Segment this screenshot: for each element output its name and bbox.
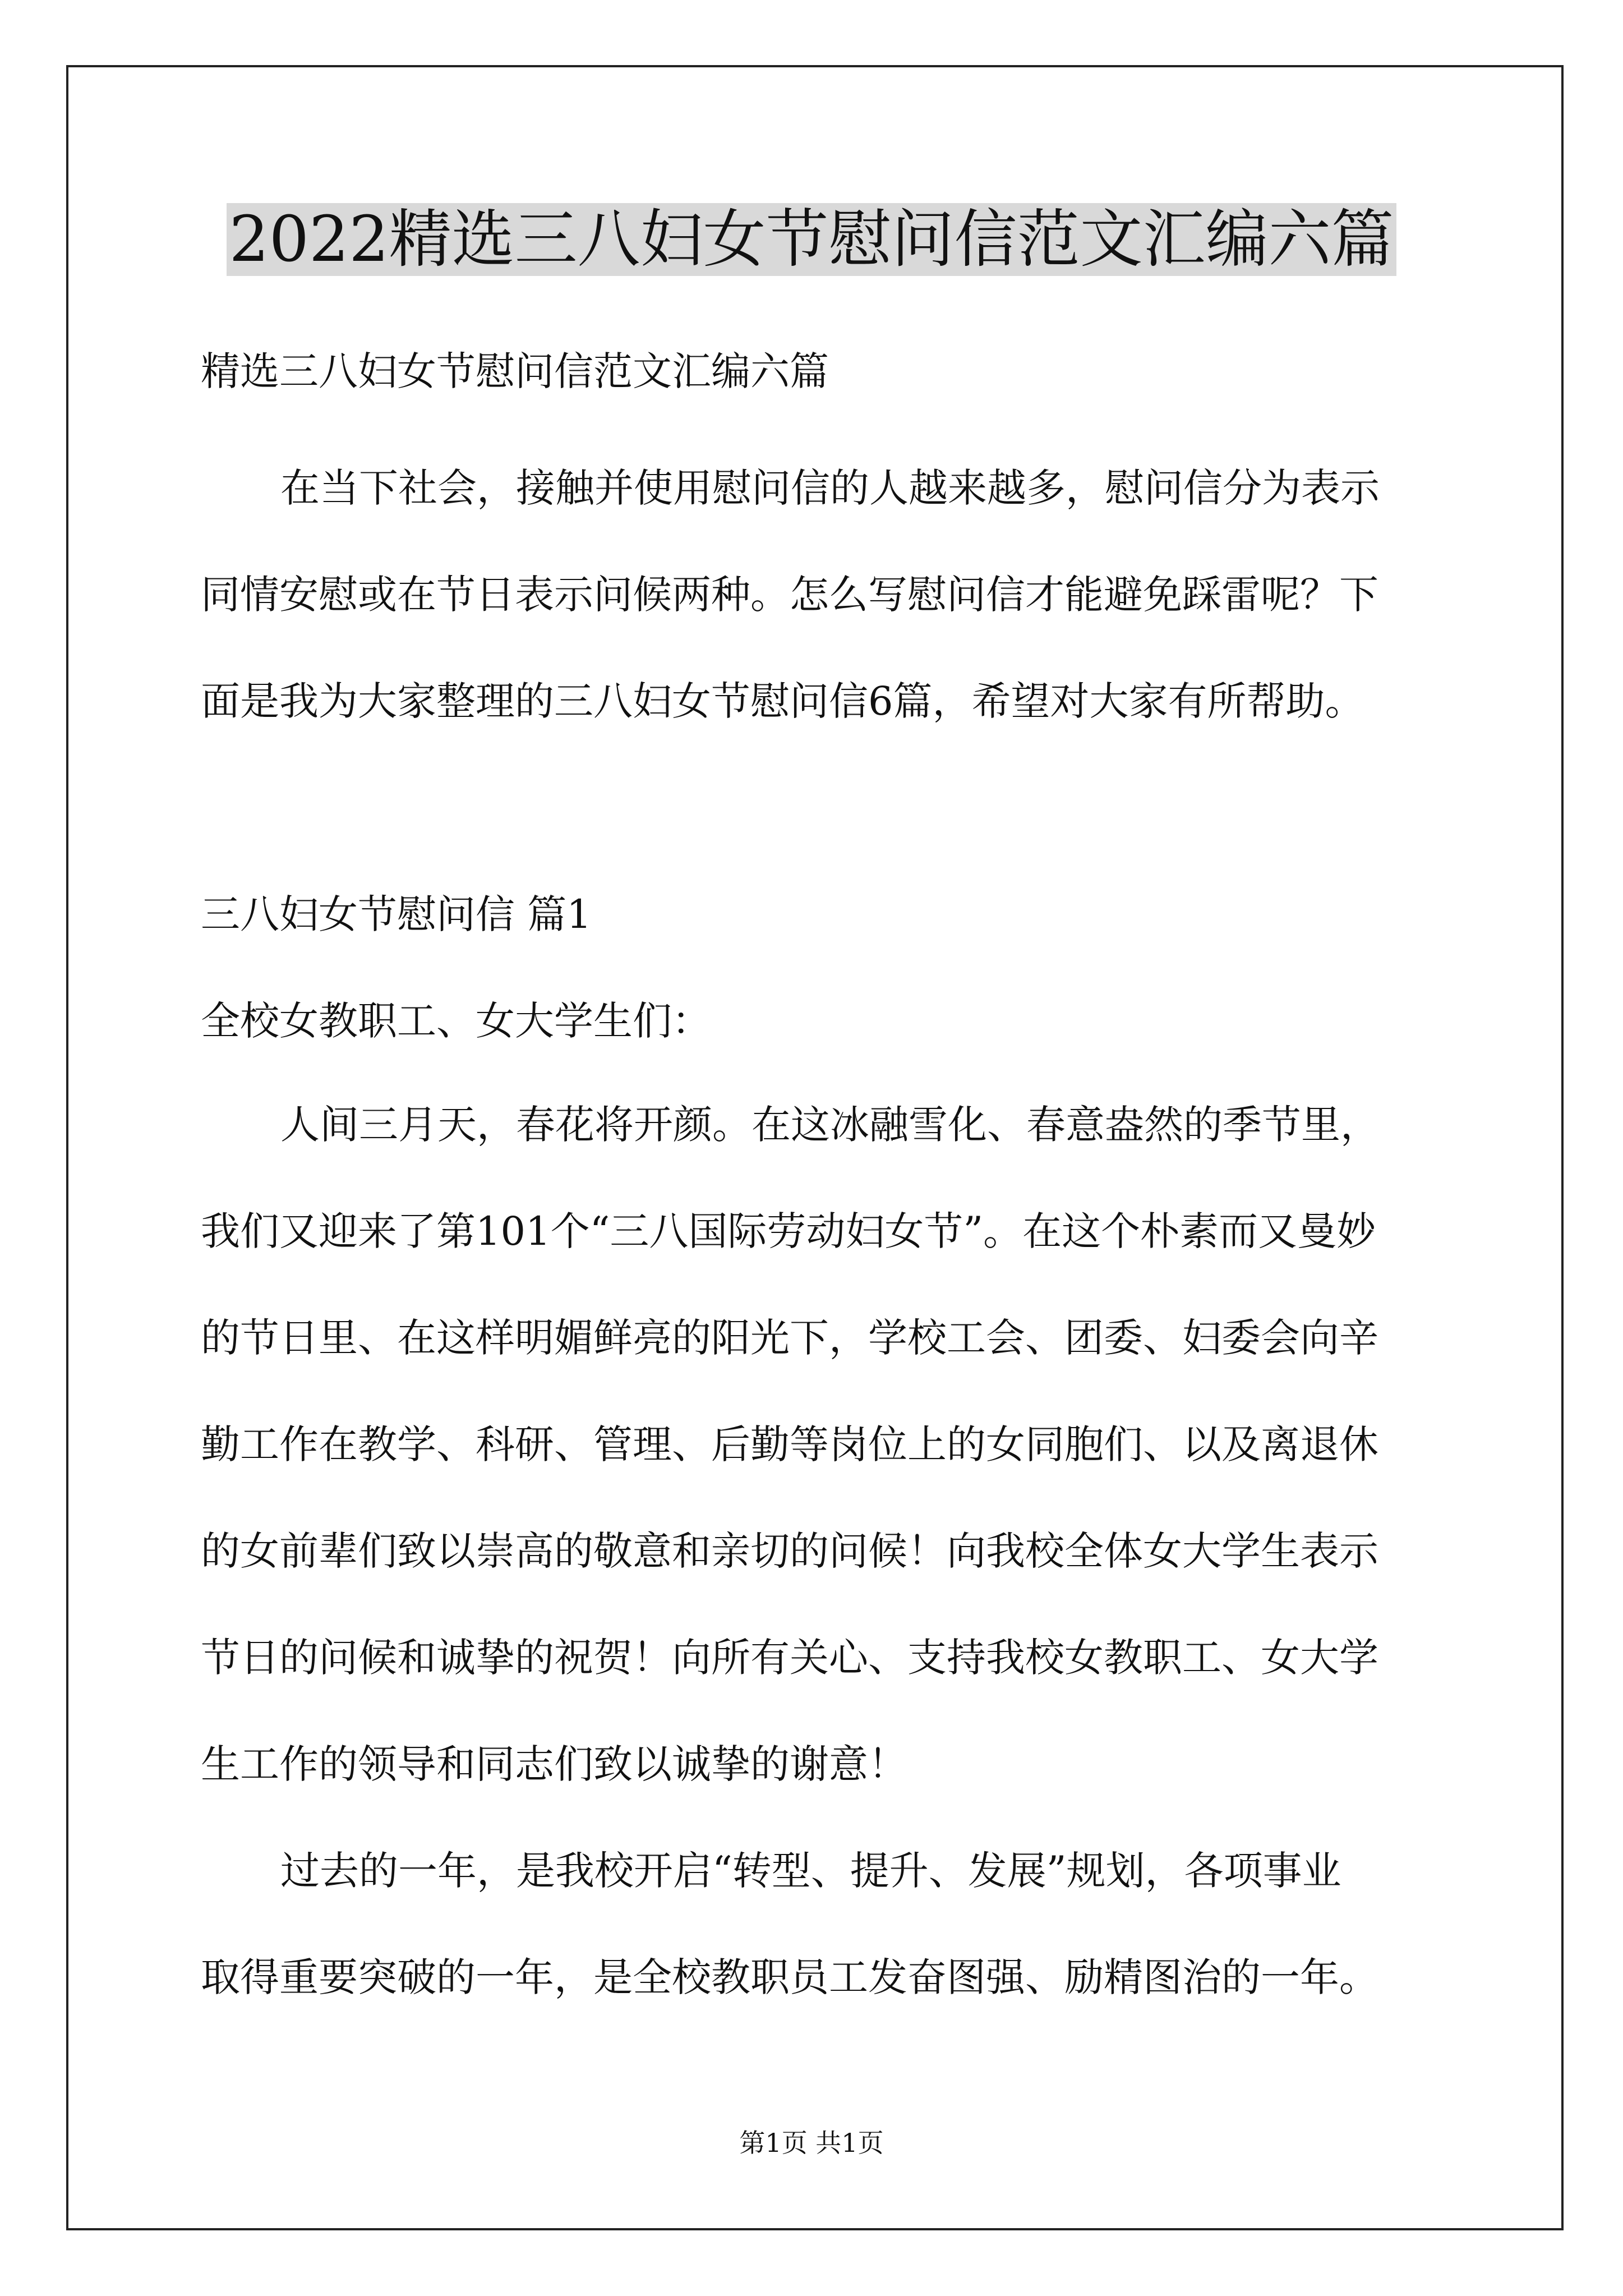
document-title (0, 197, 1623, 282)
intro-line-2: 同情安慰或在节日表示问候两种。怎么写慰问信才能避免踩雷呢？下 (201, 572, 1378, 618)
page-footer: 第1页 共1页 (739, 2128, 884, 2158)
paragraph1-line-2: 我们又迎来了第101个“三八国际劳动妇女节”。在这个朴素而又曼妙 (201, 1208, 1376, 1254)
paragraph2-line-1: 过去的一年，是我校开启“转型、提升、发展”规划，各项事业 (280, 1848, 1341, 1894)
document-title-text: 2022精选三八妇女节慰问信范文汇编六篇 (227, 203, 1396, 276)
paragraph1-line-7: 生工作的领导和同志们致以诚挚的谢意！ (201, 1741, 907, 1787)
paragraph1-line-1: 人间三月天，春花将开颜。在这冰融雪化、春意盎然的季节里， (280, 1102, 1380, 1148)
salutation: 全校女教职工、女大学生们： (201, 998, 711, 1044)
paragraph1-line-3: 的节日里、在这样明媚鲜亮的阳光下，学校工会、团委、妇委会向辛 (201, 1315, 1378, 1361)
intro-line-1: 在当下社会，接触并使用慰问信的人越来越多，慰问信分为表示 (280, 465, 1380, 511)
paragraph1-line-4: 勤工作在教学、科研、管理、后勤等岗位上的女同胞们、以及离退休 (201, 1421, 1378, 1467)
section-heading: 三八妇女节慰问信 篇1 (201, 891, 592, 937)
paragraph2-line-2: 取得重要突破的一年，是全校教职员工发奋图强、励精图治的一年。 (201, 1954, 1378, 2000)
paragraph1-line-5: 的女前辈们致以崇高的敬意和亲切的问候！向我校全体女大学生表示 (201, 1528, 1378, 1574)
subtitle: 精选三八妇女节慰问信范文汇编六篇 (201, 348, 829, 394)
paragraph1-line-6: 节日的问候和诚挚的祝贺！向所有关心、支持我校女教职工、女大学 (201, 1635, 1378, 1681)
intro-line-3: 面是我为大家整理的三八妇女节慰问信6篇，希望对大家有所帮助。 (201, 678, 1364, 724)
